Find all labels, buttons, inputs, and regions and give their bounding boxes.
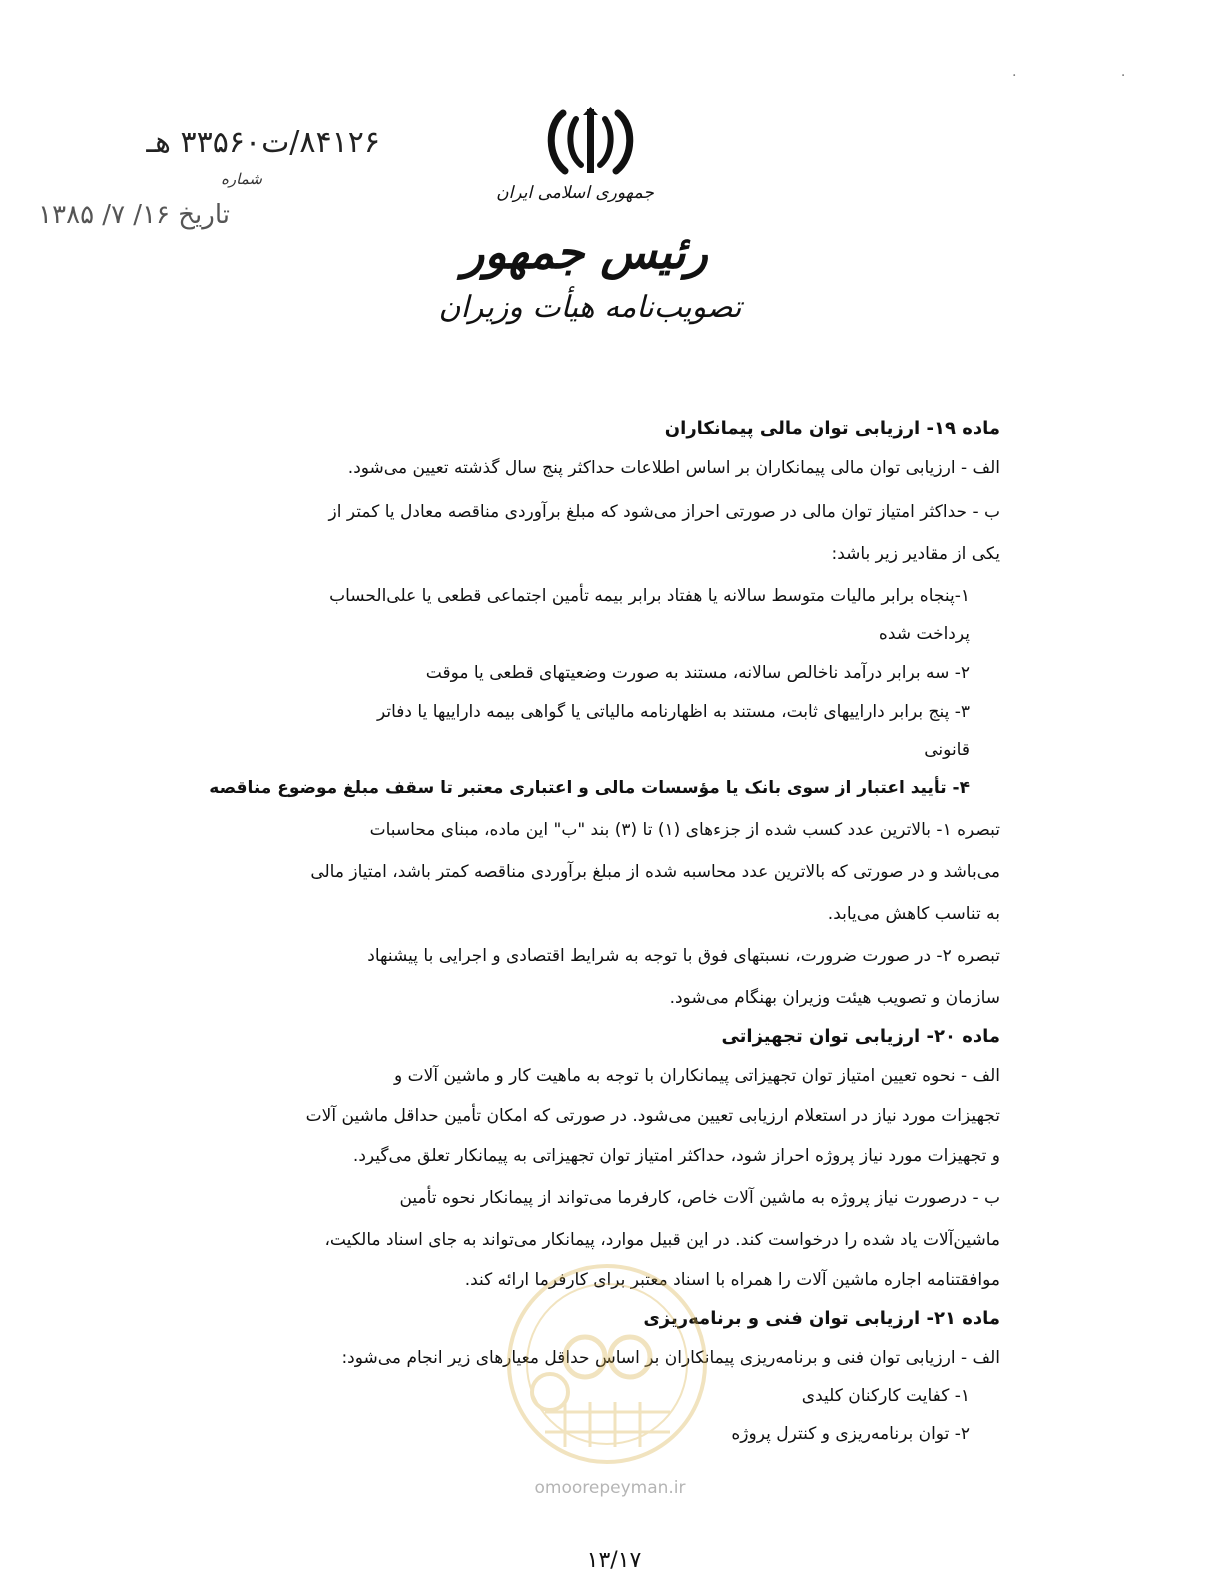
- article-19-heading: ماده ۱۹- ارزیابی توان مالی پیمانکاران: [664, 418, 1000, 439]
- body-line: ماشین‌آلات یاد شده را درخواست کند. در این قبیل موارد، پیمانکار می‌تواند به جای اسناد مالکیت،: [324, 1230, 1000, 1250]
- body-line: ۱-پنجاه برابر مالیات متوسط سالانه یا هفتاد برابر بیمه تأمین اجتماعی قطعی یا علی‌الحساب: [329, 586, 970, 606]
- body-line: ۳- پنج برابر داراییهای ثابت، مستند به اظهارنامه مالیاتی یا گواهی بیمه داراییها یا دفاتر: [377, 702, 970, 722]
- body-line: تجهیزات مورد نیاز در استعلام ارزیابی تعیین می‌شود. در صورتی که امکان تأمین حداقل ماشین آلات: [305, 1106, 1000, 1126]
- body-line: موافقتنامه اجاره ماشین آلات را همراه با اسناد معتبر برای کارفرما ارائه کند.: [464, 1270, 1000, 1290]
- body-line: پرداخت شده: [878, 624, 970, 644]
- body-line: به تناسب کاهش می‌یابد.: [827, 904, 1000, 924]
- body-line: الف - نحوه تعیین امتیاز توان تجهیزاتی پیمانکاران با توجه به ماهیت کار و ماشین آلات و: [394, 1066, 1000, 1086]
- article-20-heading: ماده ۲۰- ارزیابی توان تجهیزاتی: [721, 1026, 1000, 1047]
- body-line: ۱- کفایت کارکنان کلیدی: [801, 1386, 970, 1406]
- body-line: الف - ارزیابی توان مالی پیمانکاران بر اساس اطلاعات حداکثر پنج سال گذشته تعیین می‌شود.: [347, 458, 1000, 478]
- letter-number: ۸۴۱۲۶/ت۳۳۵۶۰ هـ: [146, 125, 380, 160]
- body-line: ب - حداکثر امتیاز توان مالی در صورتی احراز می‌شود که مبلغ برآوردی مناقصه معادل یا کمتر از: [328, 502, 1000, 522]
- note-2-line: تبصره ۲- در صورت ضرورت، نسبتهای فوق با توجه به شرایط اقتصادی و اجرایی با پیشنهاد: [367, 946, 1000, 966]
- republic-title: جمهوری اسلامی ایران: [496, 183, 654, 203]
- body-line: ۲- توان برنامه‌ریزی و کنترل پروژه: [731, 1424, 970, 1444]
- body-line: می‌باشد و در صورتی که بالاترین عدد محاسبه شده از مبلغ برآوردی مناقصه کمتر باشد، امتیاز مالی: [310, 862, 1000, 882]
- body-line: سازمان و تصویب هیئت وزیران بهنگام می‌شود.: [669, 988, 1000, 1008]
- watermark-seal-icon: [505, 1262, 710, 1467]
- note-1-line: تبصره ۱- بالاترین عدد کسب شده از جزءهای (۱) تا (۳) بند "ب" این ماده، مبنای محاسبات: [369, 820, 1000, 840]
- body-line: ۴- تأیید اعتبار از سوی بانک یا مؤسسات مالی و اعتباری معتبر تا سقف مبلغ موضوع مناقصه: [209, 778, 970, 798]
- body-line: قانونی: [924, 740, 970, 760]
- body-line: الف - ارزیابی توان فنی و برنامه‌ریزی پیمانکاران بر اساس حداقل معیارهای زیر انجام می‌شود:: [341, 1348, 1000, 1368]
- number-label: شماره: [221, 170, 262, 188]
- body-line: و تجهیزات مورد نیاز پروژه احراز شود، حداکثر امتیاز توان تجهیزاتی به پیمانکار تعلق می‌گیرد.: [352, 1146, 1000, 1166]
- body-line: ب - درصورت نیاز پروژه به ماشین آلات خاص، کارفرما می‌تواند از پیمانکار نحوه تأمین: [399, 1188, 1000, 1208]
- article-21-heading: ماده ۲۱- ارزیابی توان فنی و برنامه‌ریزی: [643, 1308, 1000, 1329]
- president-title: رئیس جمهور: [462, 225, 708, 279]
- cabinet-resolution-title: تصویب‌نامه هیأت وزیران: [438, 290, 742, 325]
- page-number: ۱۳/۱۷: [586, 1548, 642, 1573]
- watermark-website: omoorepeyman.ir: [534, 1478, 686, 1498]
- scan-marks: . .: [1012, 64, 1176, 80]
- body-line: ۲- سه برابر درآمد ناخالص سالانه، مستند به صورت وضعیتهای قطعی یا موقت: [425, 663, 970, 683]
- letter-date: تاریخ ۱۶/ ۷/ ۱۳۸۵: [38, 200, 230, 230]
- iran-emblem-icon: [543, 105, 638, 185]
- body-line: یکی از مقادیر زیر باشد:: [831, 544, 1000, 564]
